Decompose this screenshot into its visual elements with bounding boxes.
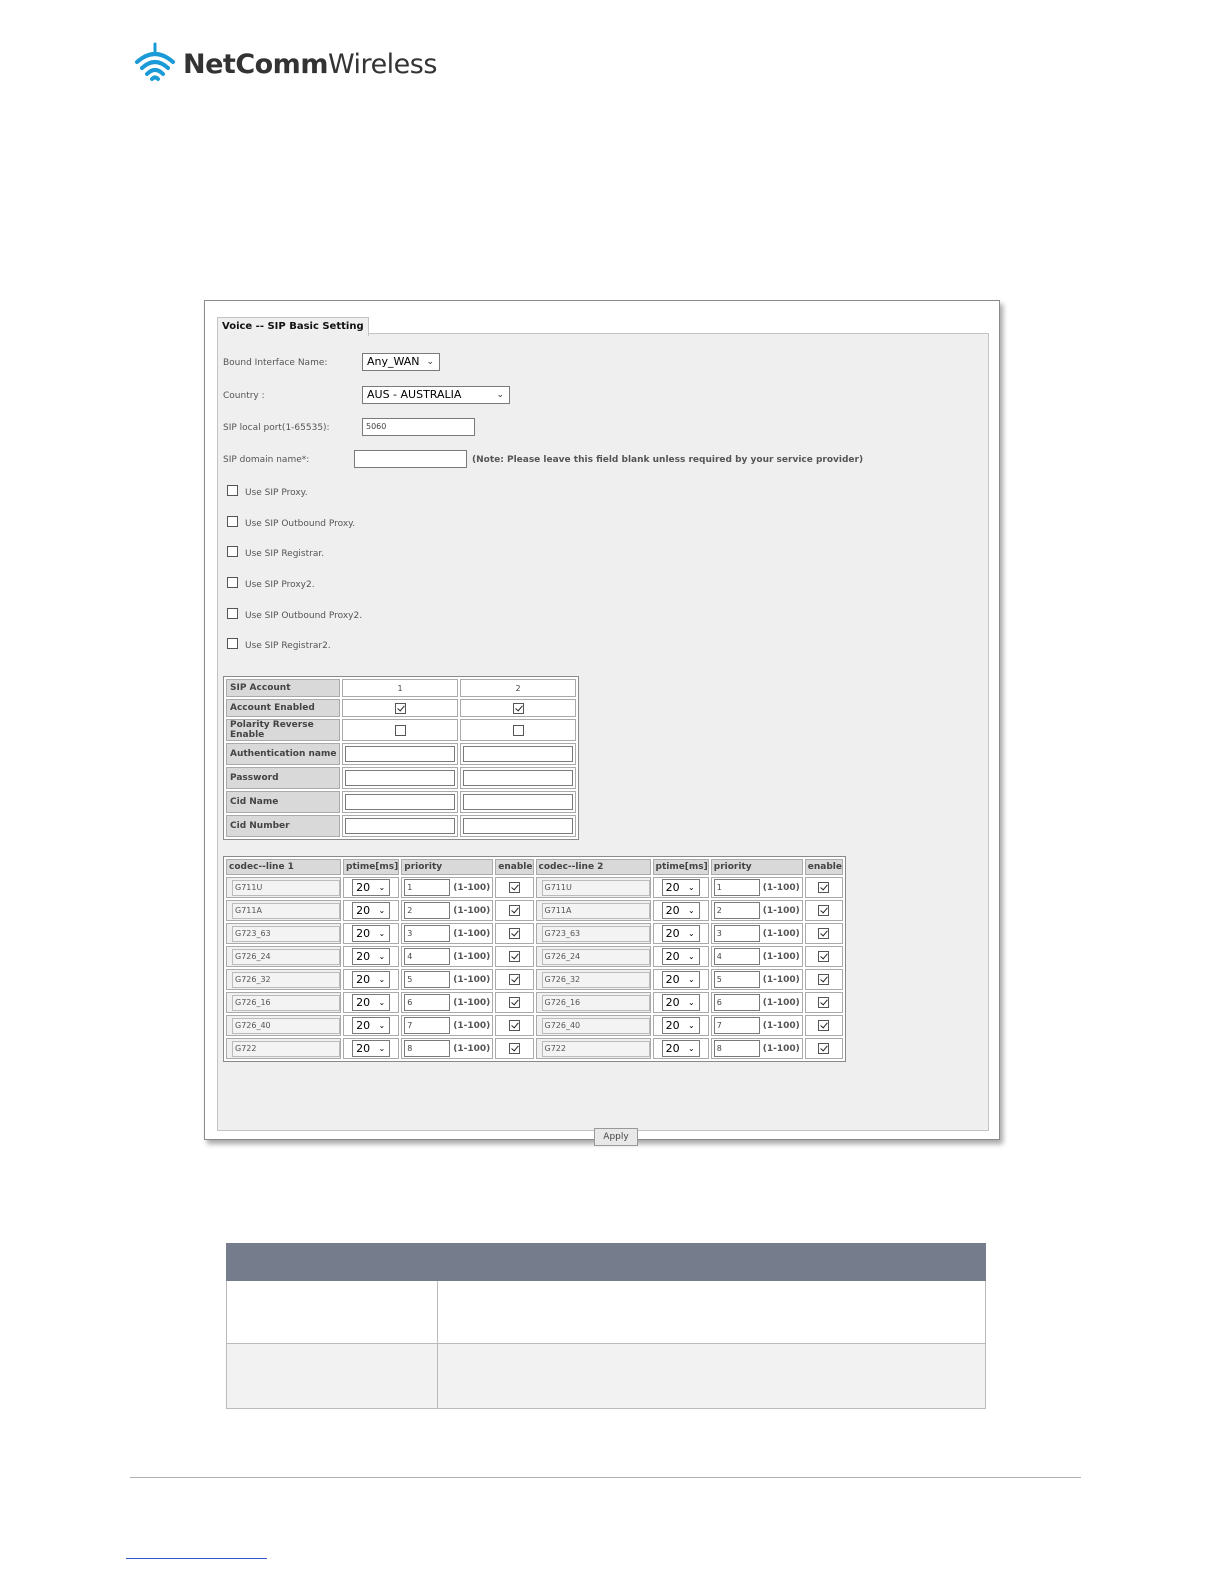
use-sip-outbound-proxy2-checkbox[interactable] [227,608,238,619]
country-label: Country : [223,391,265,401]
priority-range: (1-100) [762,905,800,916]
account-col-2: 2 [460,679,576,697]
description-table [226,1243,986,1409]
codec-enable-line2-checkbox[interactable] [818,928,829,939]
use-sip-proxy2-label: Use SIP Proxy2. [245,580,315,590]
priority-range: (1-100) [453,951,491,962]
codec-name-cell [536,1038,651,1059]
codec-enable-line2-checkbox[interactable] [818,997,829,1008]
codec-name: G726_24 [232,949,340,965]
ptime-value: 20 [356,996,371,1009]
table-row [226,1015,843,1036]
priority-input-line2[interactable]: 1 [714,879,760,896]
use-sip-proxy-label: Use SIP Proxy. [245,488,308,498]
table-row [227,1344,986,1409]
priority-input-line2[interactable]: 8 [714,1040,760,1057]
priority-range: (1-100) [762,928,800,939]
cid-number-2-input[interactable] [463,818,573,834]
table-row [226,1038,843,1059]
table-row [226,767,576,789]
codec-name-cell [536,992,651,1013]
ptime-value: 20 [665,1042,680,1055]
auth-name-1-input[interactable] [345,746,455,762]
chevron-down-icon: ⌄ [378,1021,386,1030]
table-row [226,719,576,741]
ptime-select-line1[interactable] [352,1017,390,1034]
ptime-select-line2[interactable] [662,925,700,942]
ptime-value: 20 [356,927,371,940]
country-select[interactable] [362,386,510,404]
codec-name-cell [536,900,651,921]
codec-name-cell [226,877,341,898]
chevron-down-icon: ⌄ [687,929,695,938]
account-col-1: 1 [342,679,458,697]
table-row [226,900,843,921]
cid-number-label: Cid Number [226,815,340,837]
chevron-down-icon: ⌄ [378,906,386,915]
ptime-value: 20 [665,996,680,1009]
ptime-value: 20 [665,927,680,940]
codec-name: G726_40 [232,1018,340,1034]
cid-name-label: Cid Name [226,791,340,813]
bound-interface-label: Bound Interface Name: [223,358,328,368]
codec-name-cell [226,1038,341,1059]
codec-enable-line2-checkbox[interactable] [818,1043,829,1054]
codec-name-cell [536,923,651,944]
ptime-value: 20 [356,1019,371,1032]
sip-domain-input[interactable] [354,450,467,468]
password-label: Password [226,767,340,789]
codec-name: G722 [542,1041,650,1057]
wifi-logo-icon [133,42,177,86]
brand-name-light: Wireless [327,48,437,80]
priority-input-line2[interactable]: 5 [714,971,760,988]
auth-name-2-input[interactable] [463,746,573,762]
cid-number-1-input[interactable] [345,818,455,834]
codec-name-cell [226,946,341,967]
codec-enable-line1-checkbox[interactable] [509,997,520,1008]
ptime-header: ptime[ms] [653,859,709,875]
ptime-value: 20 [356,973,371,986]
enable-header: enable [805,859,843,875]
ptime-value: 20 [356,950,371,963]
chevron-down-icon: ⌄ [687,998,695,1007]
chevron-down-icon: ⌄ [687,883,695,892]
codec-name: G726_24 [542,949,650,965]
chevron-down-icon: ⌄ [378,1044,386,1053]
codec-line2-header: codec--line 2 [536,859,651,875]
priority-range: (1-100) [453,928,491,939]
priority-input-line2[interactable]: 2 [714,902,760,919]
sip-domain-label: SIP domain name*: [223,455,310,465]
codec-enable-line1-checkbox[interactable] [509,905,520,916]
ptime-value: 20 [356,881,371,894]
priority-input-line1[interactable]: 6 [404,994,450,1011]
chevron-down-icon: ⌄ [426,357,434,367]
ptime-value: 20 [665,881,680,894]
use-sip-outbound-proxy2-label: Use SIP Outbound Proxy2. [245,611,363,621]
priority-input-line1[interactable]: 3 [404,925,450,942]
account-enabled-2-checkbox[interactable] [513,703,524,714]
use-sip-registrar2-label: Use SIP Registrar2. [245,641,331,651]
codec-name: G711A [542,903,650,919]
table-row [227,1281,986,1344]
ptime-select-line2[interactable] [662,902,700,919]
priority-range: (1-100) [762,882,800,893]
ptime-select-line1[interactable] [352,948,390,965]
priority-input-line2[interactable]: 4 [714,948,760,965]
priority-input-line1[interactable]: 5 [404,971,450,988]
brand-name-bold: NetComm [183,48,328,80]
table-row [226,946,843,967]
account-enabled-1-checkbox[interactable] [395,703,406,714]
sip-settings-screenshot [204,300,1000,1140]
codec-name-cell [226,900,341,921]
polarity-reverse-1-checkbox[interactable] [395,725,406,736]
password-2-input[interactable] [463,770,573,786]
table-cell [227,1281,438,1344]
priority-input-line1[interactable]: 8 [404,1040,450,1057]
codec-enable-line1-checkbox[interactable] [509,928,520,939]
priority-range: (1-100) [453,1043,491,1054]
table-header-cell [438,1244,986,1281]
footer-divider [130,1477,1081,1478]
enable-header: enable [495,859,533,875]
ptime-value: 20 [665,950,680,963]
sip-domain-note: (Note: Please leave this field blank unless required by your service provider) [472,455,864,465]
ptime-select-line2[interactable] [662,994,700,1011]
brand-name [183,49,437,80]
codec-name: G726_16 [542,995,650,1011]
sip-port-input[interactable]: 5060 [362,418,475,436]
apply-button[interactable]: Apply [594,1128,638,1146]
table-row [226,923,843,944]
codec-enable-line2-checkbox[interactable] [818,974,829,985]
chevron-down-icon: ⌄ [687,975,695,984]
priority-range: (1-100) [762,951,800,962]
use-sip-outbound-proxy-checkbox[interactable] [227,516,238,527]
codec-name: G726_32 [542,972,650,988]
table-row [226,699,576,717]
codec-name-cell [536,1015,651,1036]
ptime-value: 20 [665,904,680,917]
priority-header: priority [401,859,493,875]
use-sip-outbound-proxy-label: Use SIP Outbound Proxy. [245,519,356,529]
table-row [226,969,843,990]
codec-enable-line2-checkbox[interactable] [818,951,829,962]
sip-account-header: SIP Account [226,679,340,697]
footer-link[interactable] [126,1558,267,1559]
ptime-select-line2[interactable] [662,1017,700,1034]
ptime-header: ptime[ms] [343,859,399,875]
priority-range: (1-100) [762,997,800,1008]
priority-header: priority [711,859,803,875]
codec-enable-line1-checkbox[interactable] [509,951,520,962]
codec-enable-line2-checkbox[interactable] [818,1020,829,1031]
sip-account-table [223,676,579,840]
priority-range: (1-100) [762,1043,800,1054]
ptime-select-line1[interactable] [352,902,390,919]
bound-interface-select[interactable] [362,353,440,371]
codec-name-cell [536,877,651,898]
chevron-down-icon: ⌄ [687,906,695,915]
priority-input-line1[interactable]: 1 [404,879,450,896]
priority-input-line1[interactable]: 7 [404,1017,450,1034]
priority-range: (1-100) [762,974,800,985]
priority-input-line1[interactable]: 2 [404,902,450,919]
table-header-row [227,1244,986,1281]
table-row [226,679,576,697]
codec-name-cell [536,969,651,990]
brand-logo [133,40,437,88]
codec-enable-line1-checkbox[interactable] [509,1043,520,1054]
table-row [226,859,843,875]
chevron-down-icon: ⌄ [687,1021,695,1030]
priority-input-line1[interactable]: 4 [404,948,450,965]
codec-name-cell [536,946,651,967]
ptime-value: 20 [665,1019,680,1032]
chevron-down-icon: ⌄ [378,975,386,984]
priority-range: (1-100) [453,882,491,893]
codec-name: G726_16 [232,995,340,1011]
codec-name: G711U [232,880,340,896]
codec-name: G711U [542,880,650,896]
use-sip-registrar2-checkbox[interactable] [227,638,238,649]
ptime-select-line2[interactable] [662,879,700,896]
ptime-select-line2[interactable] [662,948,700,965]
priority-range: (1-100) [762,1020,800,1031]
priority-input-line2[interactable]: 6 [714,994,760,1011]
ptime-select-line1[interactable] [352,925,390,942]
use-sip-proxy2-checkbox[interactable] [227,577,238,588]
chevron-down-icon: ⌄ [378,883,386,892]
codec-name-cell [226,992,341,1013]
chevron-down-icon: ⌄ [378,929,386,938]
ptime-value: 20 [356,1042,371,1055]
polarity-reverse-label: Polarity Reverse Enable [226,719,340,741]
priority-range: (1-100) [453,1020,491,1031]
chevron-down-icon: ⌄ [687,1044,695,1053]
codec-name: G711A [232,903,340,919]
ptime-select-line1[interactable] [352,1040,390,1057]
password-1-input[interactable] [345,770,455,786]
bound-interface-value: Any_WAN [367,355,420,368]
ptime-value: 20 [356,904,371,917]
codec-name: G722 [232,1041,340,1057]
country-value: AUS - AUSTRALIA [367,388,462,401]
auth-name-label: Authentication name [226,743,340,765]
ptime-select-line1[interactable] [352,879,390,896]
table-row [226,791,576,813]
ptime-select-line1[interactable] [352,994,390,1011]
table-row [226,743,576,765]
table-row [226,815,576,837]
table-cell [227,1344,438,1409]
priority-range: (1-100) [453,974,491,985]
chevron-down-icon: ⌄ [378,952,386,961]
chevron-down-icon: ⌄ [687,952,695,961]
sip-port-label: SIP local port(1-65535): [223,423,330,433]
cid-name-1-input[interactable] [345,794,455,810]
codec-line1-header: codec--line 1 [226,859,341,875]
codec-name: G726_32 [232,972,340,988]
codec-table [223,856,846,1062]
ptime-select-line2[interactable] [662,971,700,988]
table-header-cell [227,1244,438,1281]
chevron-down-icon: ⌄ [378,998,386,1007]
codec-name-cell [226,923,341,944]
table-cell [438,1344,986,1409]
ptime-select-line1[interactable] [352,971,390,988]
cid-name-2-input[interactable] [463,794,573,810]
codec-name: G723_63 [232,926,340,942]
ptime-value: 20 [665,973,680,986]
codec-name-cell [226,1015,341,1036]
tab-sip-basic-setting[interactable]: Voice -- SIP Basic Setting [217,317,369,336]
codec-enable-line1-checkbox[interactable] [509,882,520,893]
priority-input-line2[interactable]: 3 [714,925,760,942]
codec-enable-line2-checkbox[interactable] [818,882,829,893]
table-row [226,877,843,898]
codec-name-cell [226,969,341,990]
ptime-select-line2[interactable] [662,1040,700,1057]
codec-enable-line1-checkbox[interactable] [509,974,520,985]
codec-enable-line1-checkbox[interactable] [509,1020,520,1031]
priority-range: (1-100) [453,905,491,916]
use-sip-proxy-checkbox[interactable] [227,485,238,496]
polarity-reverse-2-checkbox[interactable] [513,725,524,736]
table-cell [438,1281,986,1344]
use-sip-registrar-checkbox[interactable] [227,546,238,557]
codec-name: G726_40 [542,1018,650,1034]
table-row [226,992,843,1013]
chevron-down-icon: ⌄ [496,390,504,400]
codec-name: G723_63 [542,926,650,942]
priority-range: (1-100) [453,997,491,1008]
account-enabled-label: Account Enabled [226,699,340,717]
codec-enable-line2-checkbox[interactable] [818,905,829,916]
priority-input-line2[interactable]: 7 [714,1017,760,1034]
use-sip-registrar-label: Use SIP Registrar. [245,549,325,559]
settings-panel [217,333,989,1142]
